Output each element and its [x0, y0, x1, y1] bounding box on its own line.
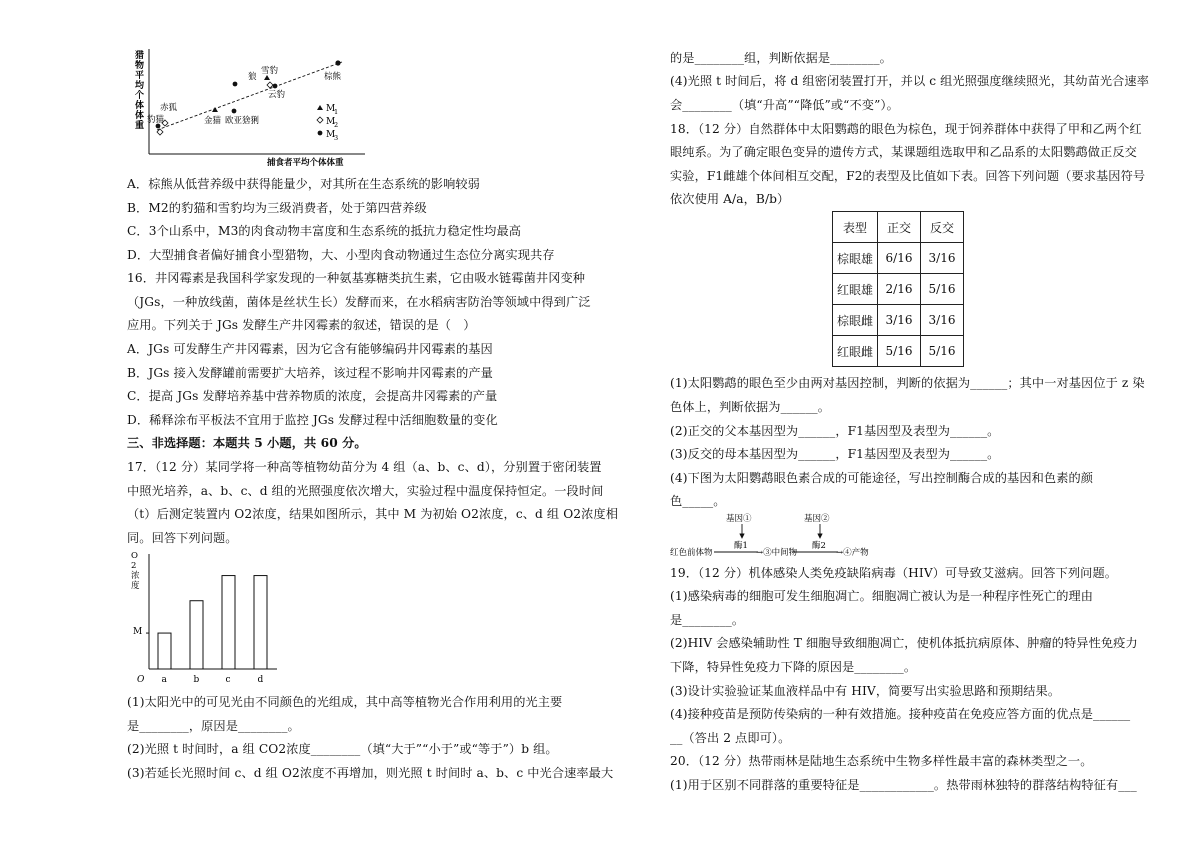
pathway-enzyme2: 酶2: [812, 541, 826, 551]
chart-ytick-m: M: [133, 627, 143, 637]
q16-line2: （JGs，一种放线菌，菌体是丝状生长）发酵而来，在水稻病害防治等领域中得到广泛: [127, 295, 591, 309]
table-row: [833, 274, 964, 305]
q17-p1-line2: 是________，原因是________。: [127, 719, 300, 733]
q18-p1-line1: (1)太阳鹦鹉的眼色至少由两对基因控制，判断的依据为______；其中一对基因位于 z 染: [670, 376, 1145, 390]
q18-line1: 18．（12 分）自然群体中太阳鹦鹉的眼色为棕色，现于饲养群体中获得了甲和乙两个红: [670, 122, 1142, 136]
q17-line3: （t）后测定装置内 O2浓度，结果如图所示，其中 M 为初始 O2浓度，c、d 组 O2浓度相: [127, 507, 618, 521]
pathway-gene2: 基因②: [804, 514, 830, 524]
table-cell: 3/16: [878, 305, 921, 336]
q18-line4: 依次使用 A/a，B/b）: [670, 192, 790, 206]
q19-p4-line2: __（答出 2 点即可）。: [670, 731, 791, 745]
x-tick-label: a: [161, 675, 167, 685]
table-cell: 5/16: [878, 336, 921, 367]
table-cell: 2/16: [878, 274, 921, 305]
q19-p3: (3)设计实验验证某血液样品中有 HIV，简要写出实验思路和预期结果。: [670, 684, 1061, 698]
fig1-label-snowleopard: 雪豹: [261, 66, 279, 76]
q18-p4-line2: 色_____。: [670, 494, 726, 508]
q17-p1-line1: (1)太阳光中的可见光由不同颜色的光组成，其中高等植物光合作用利用的光主要: [127, 695, 563, 709]
q19-line1: 19．（12 分）机体感染人类免疫缺陷病毒（HIV）可导致艾滋病。回答下列问题。: [670, 566, 1118, 580]
q18-p4-line1: (4)下图为太阳鹦鹉眼色素合成的可能途径，写出控制酶合成的基因和色素的颜: [670, 471, 1094, 485]
table-header: 正交: [878, 212, 921, 243]
q15-option-b: B．M2的豹猫和雪豹均为三级消费者，处于第四营养级: [127, 201, 427, 215]
chart-origin: O: [137, 675, 145, 685]
q17-line2: 中照光培养，a、b、c、d 组的光照强度依次增大，实验过程中温度保持恒定。一段时间: [127, 484, 604, 498]
table-cell: 红眼雄: [833, 274, 878, 305]
svg-text:M: M: [326, 130, 336, 140]
q19-p4-line1: (4)接种疫苗是预防传染病的一种有效措施。接种疫苗在免疫应答方面的优点是______: [670, 707, 1131, 721]
bar-d: [254, 576, 267, 669]
chart-ylabel: O 2 浓度: [131, 551, 140, 591]
q17-line4: 同。回答下列问题。: [127, 531, 238, 545]
pathway-start: 红色前体物: [670, 548, 713, 558]
q17-p4-line1: (4)光照 t 时间后，将 d 组密闭装置打开，并以 c 组光照强度继续照光，其幼苗光合速率: [670, 74, 1150, 88]
q20-line1: 20．（12 分）热带雨林是陆地生态系统中生物多样性最丰富的森林类型之一。: [670, 754, 1093, 768]
predator-prey-figure: [127, 44, 377, 174]
bar-b: [190, 601, 203, 669]
o2-bar-chart: [127, 546, 287, 686]
fig1-label-fox: 赤狐: [160, 103, 178, 113]
table-row: [833, 243, 964, 274]
table-cell: 3/16: [921, 243, 964, 274]
pigment-pathway-diagram: [670, 508, 910, 558]
fig1-xlabel: 捕食者平均个体体重: [267, 158, 344, 168]
q15-option-a: A．棕熊从低营养级中获得能量少，对其所在生态系统的影响较弱: [127, 177, 480, 191]
table-header-row: [833, 212, 964, 243]
x-tick-label: c: [225, 675, 231, 685]
x-tick-label: d: [257, 675, 264, 685]
table-header: 反交: [921, 212, 964, 243]
fig1-label-bear: 棕熊: [324, 72, 342, 82]
table-cell: 红眼雌: [833, 336, 878, 367]
table-row: [833, 336, 964, 367]
q18-line3: 实验，F1雌雄个体间相互交配，F2的表型及比值如下表。回答下列问题（要求基因符号: [670, 169, 1146, 183]
q16-line3: 应用。下列关于 JGs 发酵生产井冈霉素的叙述，错误的是（ ）: [127, 318, 476, 332]
q17-line1: 17．（12 分）某同学将一种高等植物幼苗分为 4 组（a、b、c、d），分别置于密闭装置: [127, 460, 602, 474]
q16-line1: 16．井冈霉素是我国科学家发现的一种氨基寡糖类抗生素，它由吸水链霉菌井冈变种: [127, 271, 586, 285]
q18-p3: (3)反交的母本基因型为______，F1基因型及表型为______。: [670, 447, 1000, 461]
table-row: [833, 305, 964, 336]
q16-option-b: B．JGs 接入发酵罐前需要扩大培养，该过程不影响井冈霉素的产量: [127, 366, 493, 380]
q16-option-d: D．稀释涂布平板法不宜用于监控 JGs 发酵过程中活细胞数量的变化: [127, 413, 498, 427]
q17-p3-line1: (3)若延长光照时间 c、d 组 O2浓度不再增加，则光照 t 时间时 a、b、c 中光合速率最大: [127, 766, 614, 780]
section-heading: 三、非选择题：本题共 5 小题，共 60 分。: [127, 436, 367, 450]
table-cell: 棕眼雄: [833, 243, 878, 274]
fig1-ylabel: 猎物平均个体体重: [135, 51, 145, 131]
fig1-legend-m3: 3: [334, 134, 339, 142]
q15-option-d: D．大型捕食者偏好捕食小型猎物，大、小型肉食动物通过生态位分离实现共存: [127, 248, 555, 262]
fig1-label-lynx: 欧亚猞猁: [225, 116, 260, 126]
fig1-label-cloudedleopard: 云豹: [268, 90, 286, 100]
svg-text:M: M: [326, 117, 336, 127]
q18-p1-line2: 色体上，判断依据为______。: [670, 400, 831, 414]
pathway-mid: →③中间物: [756, 548, 798, 558]
table-cell: 3/16: [921, 305, 964, 336]
fig1-label-goldencat: 金猫: [204, 116, 222, 126]
table-cell: 5/16: [921, 336, 964, 367]
fig1-label-wolf: 狼: [248, 72, 257, 82]
fig1-legend-m2: 2: [334, 121, 339, 129]
q18-p2: (2)正交的父本基因型为______，F1基因型及表型为______。: [670, 424, 1000, 438]
q19-p2-line1: (2)HIV 会感染辅助性 T 细胞导致细胞凋亡，使机体抵抗病原体、肿瘤的特异性免疫力: [670, 636, 1138, 650]
bar-c: [222, 576, 235, 669]
svg-text:M: M: [326, 104, 336, 114]
x-tick-label: b: [193, 675, 200, 685]
q20-p1: (1)用于区别不同群落的重要特征是____________。热带雨林独特的群落结构特征有___: [670, 778, 1137, 792]
q19-p1-line2: 是________。: [670, 613, 745, 627]
table-cell: 棕眼雌: [833, 305, 878, 336]
q18-results-table: [832, 211, 964, 367]
q17-p2: (2)光照 t 时间时，a 组 CO2浓度________（填“大于”“小于”或“等于”）b 组。: [127, 742, 558, 756]
q19-p1-line1: (1)感染病毒的细胞可发生细胞凋亡。细胞凋亡被认为是一种程序性死亡的理由: [670, 589, 1094, 603]
pathway-end: →④产物: [836, 548, 869, 558]
pathway-gene1: 基因①: [726, 514, 752, 524]
table-header: 表型: [833, 212, 878, 243]
q15-option-c: C．3个山系中，M3的肉食动物丰富度和生态系统的抵抗力稳定性均最高: [127, 224, 522, 238]
table-cell: 5/16: [921, 274, 964, 305]
fig1-legend-m1: 1: [334, 108, 339, 116]
table-cell: 6/16: [878, 243, 921, 274]
q17-p4-line2: 会________（填“升高”“降低”或“不变”）。: [670, 98, 899, 112]
q16-option-c: C．提高 JGs 发酵培养基中营养物质的浓度，会提高井冈霉素的产量: [127, 389, 498, 403]
bar-a: [158, 633, 171, 669]
q17-p3-line2: 的是________组，判断依据是________。: [670, 51, 892, 65]
q19-p2-line2: 下降，特异性免疫力下降的原因是________。: [670, 660, 917, 674]
q16-option-a: A．JGs 可发酵生产井冈霉素，因为它含有能够编码井冈霉素的基因: [127, 342, 493, 356]
pathway-enzyme1: 酶1: [734, 541, 748, 551]
q18-line2: 眼纯系。为了确定眼色变异的遗传方式，某课题组选取甲和乙品系的太阳鹦鹉做正反交: [670, 145, 1137, 159]
fig1-label-leopardcat: 豹猫: [147, 115, 165, 125]
